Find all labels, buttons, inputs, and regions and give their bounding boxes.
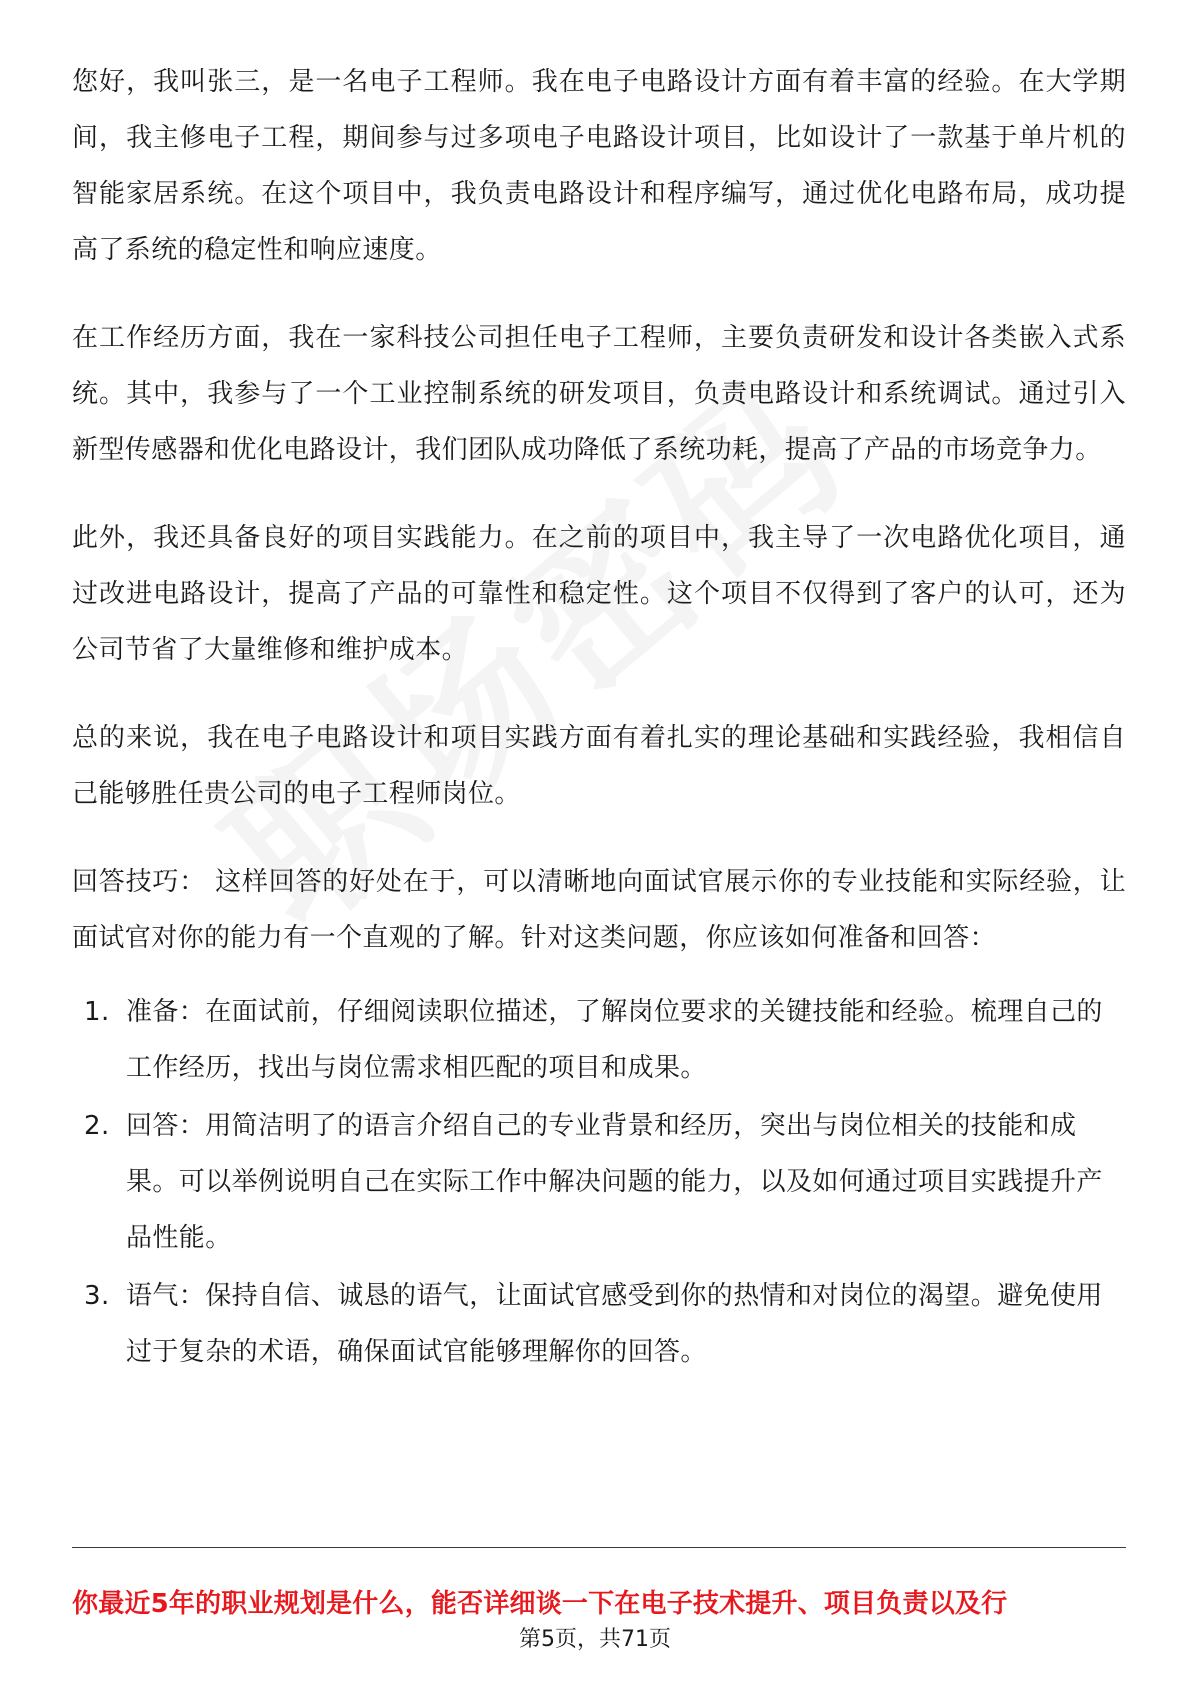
page-number: 第5页，共71页 bbox=[519, 1627, 671, 1652]
divider bbox=[72, 1547, 1126, 1548]
document-body bbox=[72, 54, 1126, 1382]
paragraph-intro: 您好，我叫张三，是一名电子工程师。我在电子电路设计方面有着丰富的经验。在大学期间，我主修电子工程，期间参与过多项电子电路设计项目，比如设计了一款基于单片机的智能家居系统。在这个项目中，我负责电路设计和程序编写，通过优化电路布局，成功提高了系统的稳定性和响应速度。 bbox=[72, 67, 1126, 265]
list-item-text: 回答：用简洁明了的语言介绍自己的专业背景和经历，突出与岗位相关的技能和成果。可以举例说明自己在实际工作中解决问题的能力，以及如何通过项目实践提升产品性能。 bbox=[126, 1111, 1103, 1253]
list-item-text: 语气：保持自信、诚恳的语气，让面试官感受到你的热情和对岗位的渴望。避免使用过于复杂的术语，确保面试官能够理解你的回答。 bbox=[126, 1281, 1103, 1367]
paragraph-summary: 总的来说，我在电子电路设计和项目实践方面有着扎实的理论基础和实践经验，我相信自己能够胜任贵公司的电子工程师岗位。 bbox=[72, 723, 1126, 809]
list-item bbox=[72, 1268, 1126, 1380]
tips-list bbox=[72, 984, 1126, 1380]
list-number: 1. bbox=[84, 997, 110, 1027]
list-item bbox=[72, 1098, 1126, 1266]
paragraph-project-practice: 此外，我还具备良好的项目实践能力。在之前的项目中，我主导了一次电路优化项目，通过改进电路设计，提高了产品的可靠性和稳定性。这个项目不仅得到了客户的认可，还为公司节省了大量维修和维护成本。 bbox=[72, 523, 1126, 665]
list-number: 2. bbox=[84, 1111, 110, 1141]
list-item bbox=[72, 984, 1126, 1096]
list-item-text: 准备：在面试前，仔细阅读职位描述，了解岗位要求的关键技能和经验。梳理自己的工作经历，找出与岗位需求相匹配的项目和成果。 bbox=[126, 997, 1103, 1083]
list-number: 3. bbox=[84, 1281, 110, 1311]
answer-tips: 回答技巧： 这样回答的好处在于，可以清晰地向面试官展示你的专业技能和实际经验，让面试官对你的能力有一个直观的了解。针对这类问题，你应该如何准备和回答： bbox=[72, 867, 1126, 953]
next-question-heading: 你最近5年的职业规划是什么，能否详细谈一下在电子技术提升、项目负责以及行 bbox=[72, 1589, 1008, 1619]
paragraph-work-experience: 在工作经历方面，我在一家科技公司担任电子工程师，主要负责研发和设计各类嵌入式系统。其中，我参与了一个工业控制系统的研发项目，负责电路设计和系统调试。通过引入新型传感器和优化电路设计，我们团队成功降低了系统功耗，提高了产品的市场竞争力。 bbox=[72, 323, 1126, 465]
